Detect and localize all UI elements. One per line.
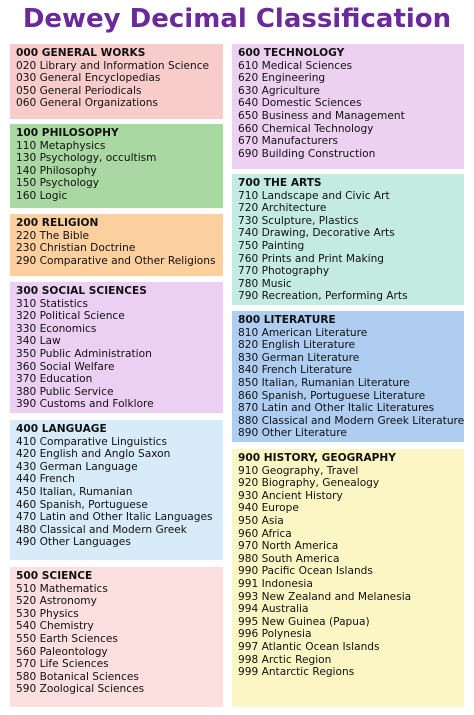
- subclass-item: 560 Paleontology: [16, 645, 108, 658]
- subclass-item: 730 Sculpture, Plastics: [238, 214, 359, 227]
- subclass-item: 130 Psychology, occultism: [16, 152, 157, 165]
- subclass-item: 370 Education: [16, 373, 93, 386]
- subclass-item: 140 Philosophy: [16, 164, 97, 177]
- class-heading: 700 THE ARTS: [238, 177, 322, 189]
- subclass-item: 570 Life Sciences: [16, 658, 109, 671]
- class-box-500: [10, 567, 223, 707]
- subclass-list: [238, 326, 464, 440]
- subclass-item: 290 Comparative and Other Religions: [16, 254, 216, 267]
- subclass-item: 430 German Language: [16, 460, 138, 473]
- subclass-item: 620 Engineering: [238, 72, 326, 85]
- class-box-400: [10, 420, 223, 560]
- class-box-800: [232, 311, 464, 442]
- subclass-item: 995 New Guinea (Papua): [238, 615, 370, 628]
- subclass-item: 860 Spanish, Portuguese Literature: [238, 389, 426, 402]
- subclass-item: 450 Italian, Rumanian: [16, 485, 133, 498]
- subclass-item: 330 Economics: [16, 322, 97, 335]
- subclass-item: 690 Building Construction: [238, 147, 376, 160]
- class-box-000: [10, 44, 223, 119]
- subclass-item: 710 Landscape and Civic Art: [238, 189, 390, 202]
- subclass-item: 380 Public Service: [16, 385, 114, 398]
- class-box-700: [232, 174, 464, 305]
- subclass-list: [16, 230, 217, 268]
- subclass-item: 994 Australia: [238, 603, 309, 616]
- subclass-item: 490 Other Languages: [16, 536, 131, 549]
- subclass-item: 470 Latin and Other Italic Languages: [16, 511, 213, 524]
- subclass-list: [16, 140, 217, 203]
- subclass-item: 997 Atlantic Ocean Islands: [238, 640, 380, 653]
- subclass-list: [16, 60, 217, 110]
- subclass-item: 630 Agriculture: [238, 84, 320, 97]
- subclass-item: 770 Photography: [238, 265, 330, 278]
- subclass-item: 990 Pacific Ocean Islands: [238, 565, 373, 578]
- subclass-item: 970 North America: [238, 540, 339, 553]
- class-box-200: [10, 214, 223, 276]
- subclass-list: [238, 60, 458, 161]
- subclass-item: 950 Asia: [238, 514, 284, 527]
- subclass-item: 740 Drawing, Decorative Arts: [238, 227, 395, 240]
- class-heading: 200 RELIGION: [16, 217, 99, 229]
- subclass-item: 640 Domestic Sciences: [238, 97, 362, 110]
- subclass-item: 440 French: [16, 473, 75, 486]
- subclass-item: 230 Christian Doctrine: [16, 242, 136, 255]
- subclass-item: 998 Arctic Region: [238, 653, 332, 666]
- class-heading: 500 SCIENCE: [16, 570, 93, 582]
- subclass-item: 510 Mathematics: [16, 582, 108, 595]
- subclass-item: 850 Italian, Rumanian Literature: [238, 376, 410, 389]
- subclass-item: 520 Astronomy: [16, 595, 97, 608]
- subclass-item: 720 Architecture: [238, 202, 327, 215]
- subclass-item: 820 English Literature: [238, 339, 356, 352]
- class-heading: 100 PHILOSOPHY: [16, 127, 119, 139]
- subclass-item: 060 General Organizations: [16, 97, 158, 110]
- subclass-item: 790 Recreation, Performing Arts: [238, 290, 408, 303]
- subclass-list: [16, 436, 217, 549]
- subclass-item: 999 Antarctic Regions: [238, 666, 355, 679]
- subclass-item: 810 American Literature: [238, 326, 368, 339]
- subclass-item: 110 Metaphysics: [16, 139, 106, 152]
- subclass-item: 870 Latin and Other Italic Literatures: [238, 402, 435, 415]
- subclass-item: 650 Business and Management: [238, 109, 405, 122]
- subclass-item: 840 French Literature: [238, 364, 353, 377]
- subclass-item: 050 General Periodicals: [16, 84, 142, 97]
- subclass-list: [238, 190, 458, 303]
- subclass-item: 590 Zoological Sciences: [16, 683, 145, 696]
- class-heading: 800 LITERATURE: [238, 314, 336, 326]
- subclass-item: 780 Music: [238, 277, 292, 290]
- subclass-item: 880 Classical and Modern Greek Literature: [238, 414, 464, 427]
- class-heading: 300 SOCIAL SCIENCES: [16, 285, 147, 297]
- subclass-list: [16, 298, 217, 411]
- subclass-item: 660 Chemical Technology: [238, 122, 374, 135]
- subclass-item: 340 Law: [16, 335, 61, 348]
- subclass-item: 350 Public Administration: [16, 347, 152, 360]
- subclass-item: 530 Physics: [16, 607, 79, 620]
- subclass-item: 830 German Literature: [238, 351, 360, 364]
- subclass-item: 580 Botanical Sciences: [16, 670, 139, 683]
- subclass-item: 460 Spanish, Portuguese: [16, 498, 148, 511]
- subclass-item: 750 Painting: [238, 239, 305, 252]
- subclass-item: 320 Political Science: [16, 310, 125, 323]
- subclass-item: 480 Classical and Modern Greek: [16, 523, 187, 536]
- subclass-item: 940 Europe: [238, 502, 299, 515]
- class-box-900: [232, 449, 464, 707]
- subclass-item: 930 Ancient History: [238, 489, 343, 502]
- subclass-item: 670 Manufacturers: [238, 135, 339, 148]
- subclass-item: 996 Polynesia: [238, 628, 312, 641]
- subclass-item: 030 General Encyclopedias: [16, 72, 161, 85]
- class-heading: 600 TECHNOLOGY: [238, 47, 345, 59]
- subclass-item: 390 Customs and Folklore: [16, 398, 154, 411]
- subclass-item: 020 Library and Information Science: [16, 59, 210, 72]
- subclass-item: 150 Psychology: [16, 177, 100, 190]
- subclass-item: 980 South America: [238, 552, 340, 565]
- class-box-100: [10, 124, 223, 208]
- subclass-item: 610 Medical Sciences: [238, 59, 353, 72]
- subclass-list: [16, 583, 217, 696]
- subclass-item: 993 New Zealand and Melanesia: [238, 590, 412, 603]
- subclass-list: [238, 465, 458, 679]
- subclass-item: 760 Prints and Print Making: [238, 252, 385, 265]
- subclass-item: 310 Statistics: [16, 297, 89, 310]
- class-box-600: [232, 44, 464, 169]
- class-heading: 000 GENERAL WORKS: [16, 47, 146, 59]
- subclass-item: 220 The Bible: [16, 229, 90, 242]
- subclass-item: 890 Other Literature: [238, 427, 347, 440]
- subclass-item: 960 Africa: [238, 527, 292, 540]
- subclass-item: 420 English and Anglo Saxon: [16, 448, 171, 461]
- class-heading: 900 HISTORY, GEOGRAPHY: [238, 452, 396, 464]
- class-box-300: [10, 282, 223, 413]
- class-heading: 400 LANGUAGE: [16, 423, 107, 435]
- subclass-item: 410 Comparative Linguistics: [16, 435, 168, 448]
- subclass-item: 920 Biography, Genealogy: [238, 477, 380, 490]
- subclass-item: 540 Chemistry: [16, 620, 94, 633]
- subclass-item: 910 Geography, Travel: [238, 464, 359, 477]
- page-title: Dewey Decimal Classification: [22, 4, 452, 34]
- subclass-item: 550 Earth Sciences: [16, 632, 118, 645]
- subclass-item: 991 Indonesia: [238, 577, 313, 590]
- subclass-item: 160 Logic: [16, 189, 68, 202]
- subclass-item: 360 Social Welfare: [16, 360, 115, 373]
